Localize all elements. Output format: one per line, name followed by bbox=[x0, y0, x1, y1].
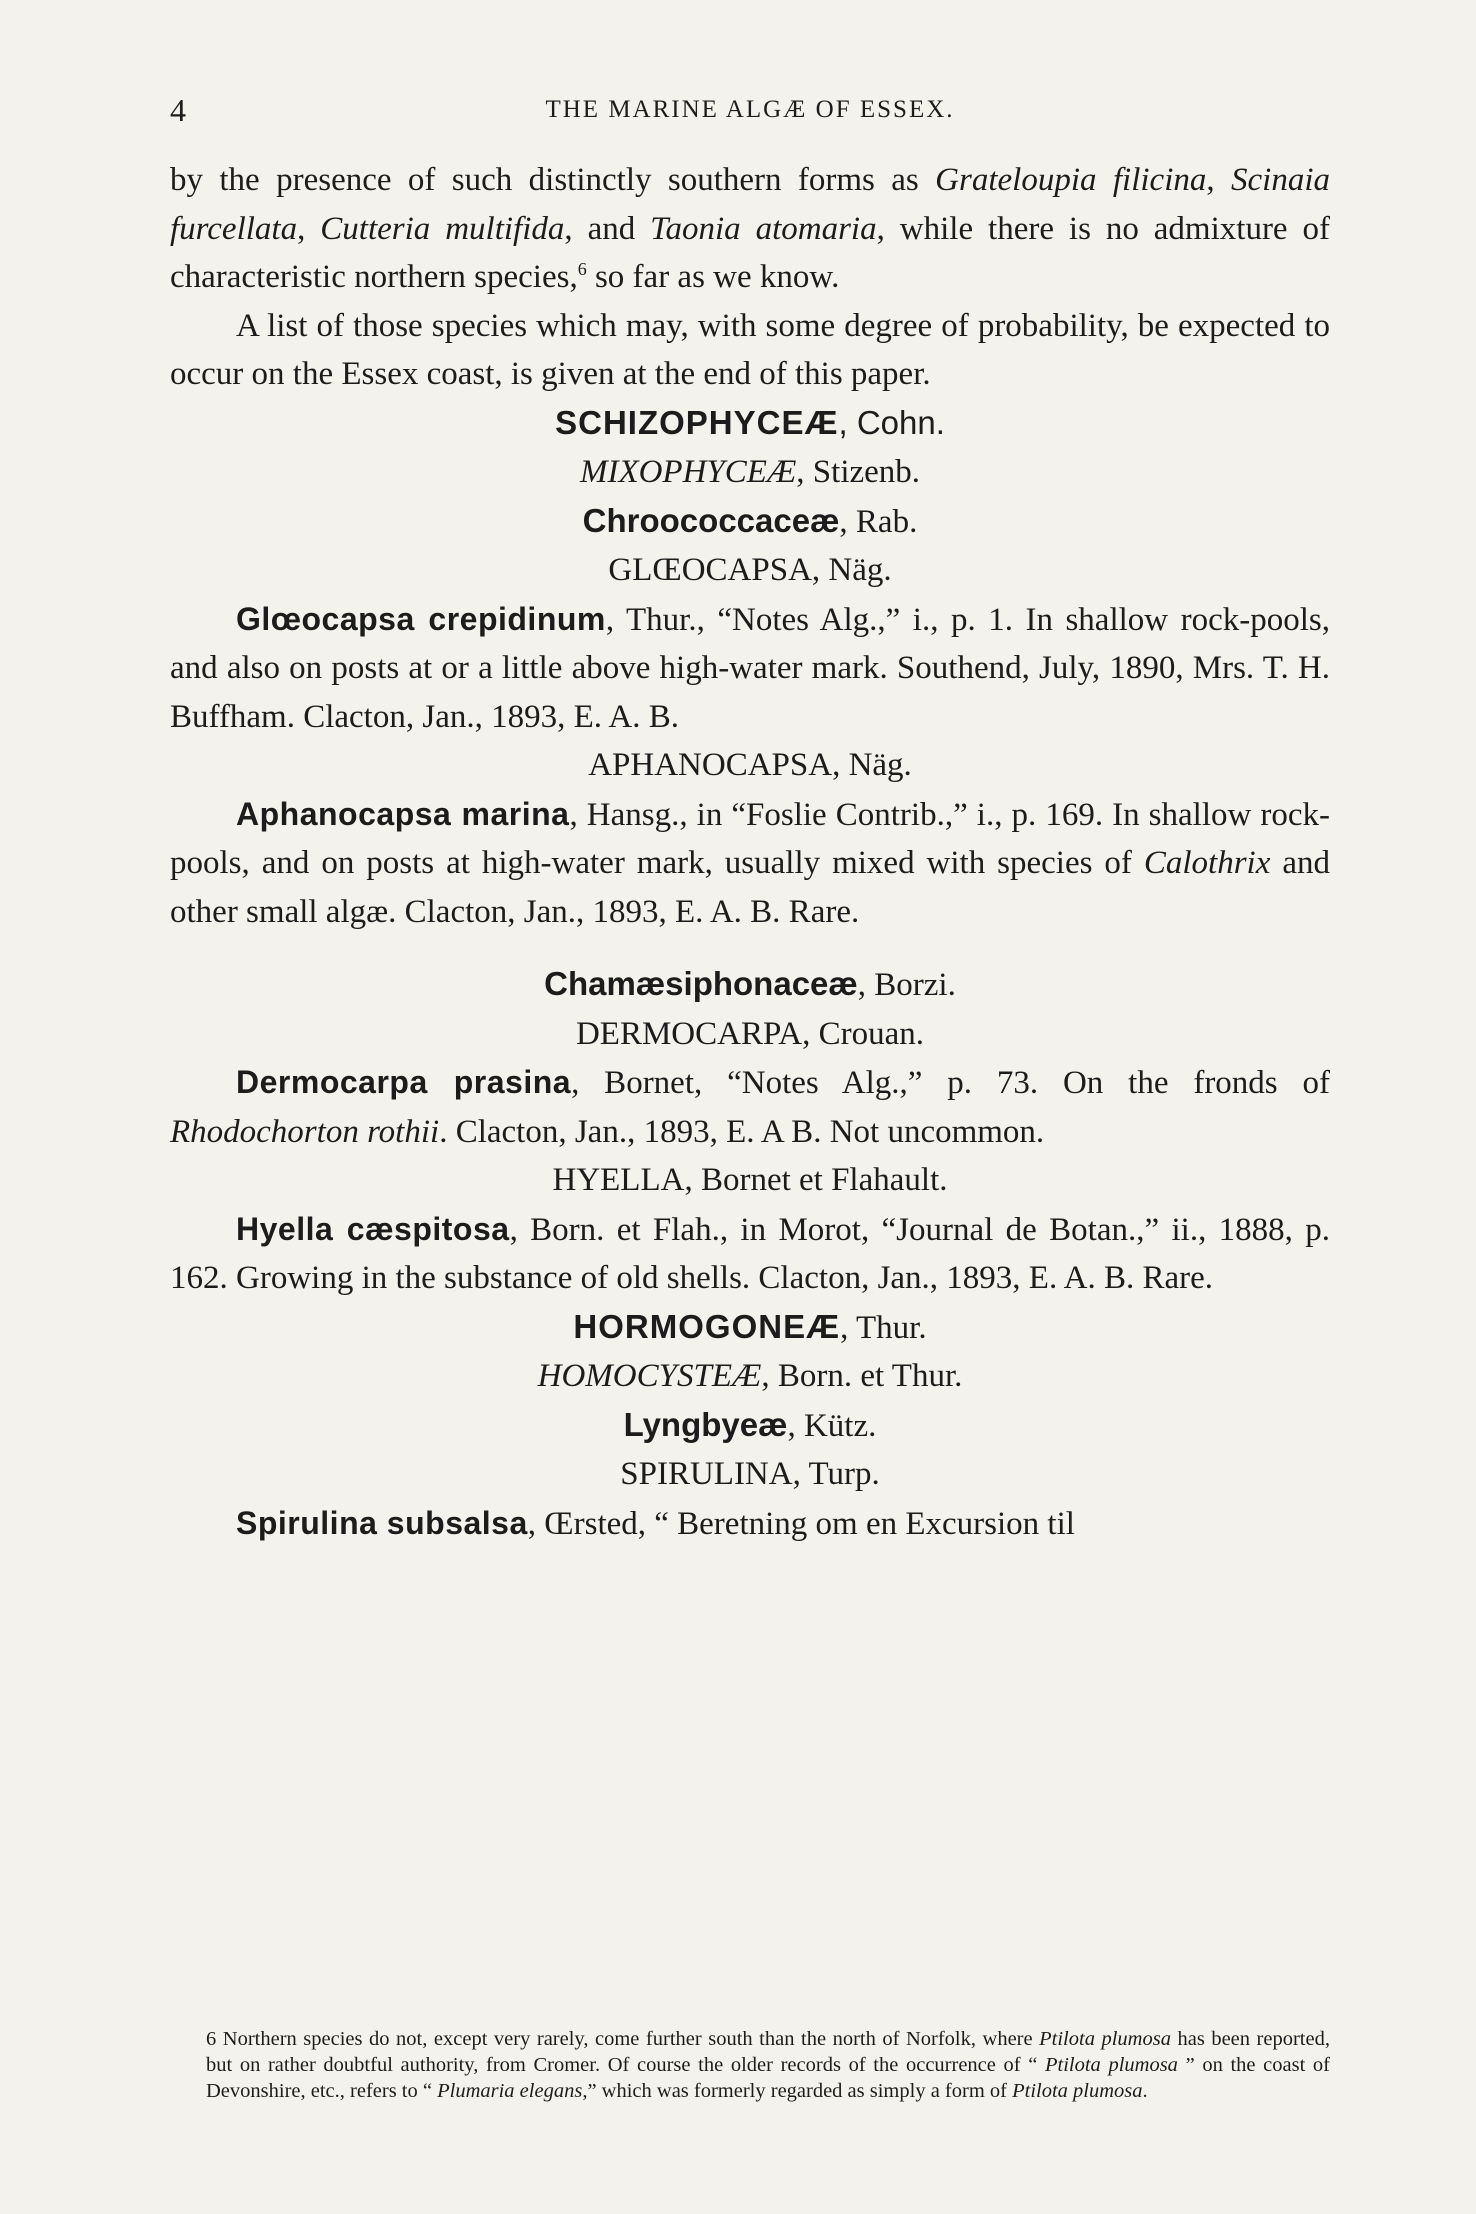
species-italic: Scinaia furcellata bbox=[170, 162, 1331, 247]
text-run: , bbox=[297, 210, 321, 247]
species-italic: Plumaria elegans bbox=[437, 2080, 583, 2102]
text-run: . bbox=[1142, 2080, 1148, 2102]
species-entry-gloeocapsa bbox=[170, 595, 1330, 742]
text-run: by the presence of such distinctly southern forms as bbox=[170, 162, 936, 198]
heading-name: Lyngbyeæ bbox=[623, 1405, 788, 1443]
footnote-reference: 6 bbox=[577, 259, 587, 279]
species-description: , Œrsted, “ Beretning om en Excursion til bbox=[527, 1505, 1075, 1542]
species-italic: Ptilota plumosa bbox=[1039, 2028, 1171, 2050]
text-run: , bbox=[1206, 162, 1232, 198]
species-italic: Calothrix bbox=[1143, 845, 1271, 881]
main-text bbox=[170, 156, 1330, 1548]
page-header bbox=[170, 92, 1330, 132]
genus-heading-aphanocapsa: APHANOCAPSA, Näg. bbox=[588, 747, 912, 783]
text-run: , while there is no admixture of characteristic northern species, bbox=[170, 210, 1330, 295]
species-description: , Bornet, “Notes Alg.,” p. 73. On the fronds of bbox=[571, 1065, 1330, 1101]
family-heading-lyngbyeae bbox=[170, 1401, 1330, 1451]
genus-heading-gloeocapsa: GLŒOCAPSA, Näg. bbox=[608, 552, 892, 588]
species-entry-spirulina bbox=[170, 1499, 1330, 1549]
page-number: 4 bbox=[170, 92, 186, 128]
order-heading-homocysteae bbox=[170, 1352, 1330, 1401]
text-run: 6 Northern species do not, except very rarely, come further south than the north of Norfolk, where bbox=[206, 2028, 1040, 2050]
heading-name: SCHIZOPHYCEÆ bbox=[555, 403, 839, 441]
heading-author: , Born. et Thur. bbox=[761, 1358, 963, 1394]
species-italic: Ptilota plumosa bbox=[1045, 2054, 1178, 2076]
species-description: , Born. et Flah., in Morot, “Journal de Botan.,” ii., 1888, p. 162. Growing in the substance of old shells. Clacton, Jan., 1893, E. A. B. Rare. bbox=[170, 1211, 1331, 1296]
text-run: , and bbox=[564, 210, 651, 247]
footnote-text bbox=[170, 2026, 1330, 2104]
species-description: . Clacton, Jan., 1893, E. A B. Not uncommon. bbox=[439, 1113, 1045, 1150]
species-italic: Grateloupia filicina bbox=[935, 162, 1207, 198]
species-name: Spirulina subsalsa bbox=[236, 1504, 528, 1541]
footnote bbox=[170, 2026, 1330, 2104]
species-name: Glœocapsa crepidinum bbox=[236, 600, 606, 637]
genus-heading-dermocarpa: DERMOCARPA, Crouan. bbox=[575, 1015, 925, 1052]
order-heading-mixophyceae bbox=[170, 448, 1330, 497]
species-description: and other small algæ. Clacton, Jan., 1893, E. A. B. Rare. bbox=[170, 845, 1330, 930]
heading-author: , Rab. bbox=[839, 503, 918, 540]
species-italic: Rhodochorton rothii bbox=[170, 1113, 440, 1150]
heading-author: , Stizenb. bbox=[796, 454, 921, 490]
species-italic: Taonia atomaria bbox=[650, 210, 877, 247]
species-name: Hyella cæspitosa bbox=[236, 1210, 510, 1247]
heading-author: , Thur. bbox=[840, 1309, 927, 1346]
class-heading-hormogoneae bbox=[170, 1303, 1330, 1353]
family-heading-chroococcaceae bbox=[170, 497, 1330, 547]
heading-author: , Kütz. bbox=[787, 1407, 877, 1444]
family-heading-chamaesiphonaceae bbox=[170, 960, 1330, 1010]
species-entry-hyella bbox=[170, 1205, 1330, 1303]
heading-name: HOMOCYSTEÆ bbox=[537, 1358, 762, 1394]
species-italic: Ptilota plumosa bbox=[1012, 2080, 1143, 2102]
running-title: THE MARINE ALGÆ OF ESSEX. bbox=[545, 96, 955, 123]
species-name: Aphanocapsa marina bbox=[236, 795, 570, 832]
paragraph-continued bbox=[170, 156, 1330, 302]
species-description: , Thur., “Notes Alg.,” i., p. 1. In shallow rock-pools, and also on posts at or a little above high-water mark. Southend, July, 1890, Mrs. T. H. Buffham. Clacton, Jan., 1893, E. A. B. bbox=[170, 601, 1330, 735]
heading-author: , Cohn. bbox=[838, 403, 945, 441]
species-italic: Cutteria multifida bbox=[320, 210, 565, 247]
species-name: Dermocarpa prasina bbox=[236, 1064, 572, 1100]
text-run: has been reported, but on rather doubtful authority, from Cromer. Of course the older records of the occurrence of “ bbox=[206, 2028, 1330, 2076]
text-run: ,” which was formerly regarded as simply a form of bbox=[582, 2080, 1013, 2102]
heading-name: HORMOGONEÆ bbox=[573, 1307, 841, 1345]
species-entry-aphanocapsa bbox=[170, 790, 1330, 937]
species-description: , Hansg., in “Foslie Contrib.,” i., p. 169. In shallow rock-pools, and on posts at high-water mark, usually mixed with species of bbox=[170, 796, 1330, 881]
text-run: ” on the coast of Devonshire, etc., refers to “ bbox=[206, 2054, 1330, 2102]
genus-heading-hyella: HYELLA, Bornet et Flahault. bbox=[552, 1162, 948, 1198]
heading-name: Chamæsiphonaceæ bbox=[544, 965, 858, 1002]
text-run: so far as we know. bbox=[586, 259, 840, 295]
heading-name: MIXOPHYCEÆ bbox=[579, 454, 797, 490]
species-entry-dermocarpa bbox=[170, 1058, 1330, 1156]
class-heading-schizophyceae bbox=[170, 399, 1330, 449]
genus-heading-spirulina: SPIRULINA, Turp. bbox=[620, 1456, 880, 1492]
paragraph-species-list-note: A list of those species which may, with some degree of probability, be expected to occur on the Essex coast, is given at the end of this paper. bbox=[170, 307, 1330, 392]
heading-name: Chroococcaceæ bbox=[582, 501, 840, 539]
heading-author: , Borzi. bbox=[857, 967, 956, 1003]
